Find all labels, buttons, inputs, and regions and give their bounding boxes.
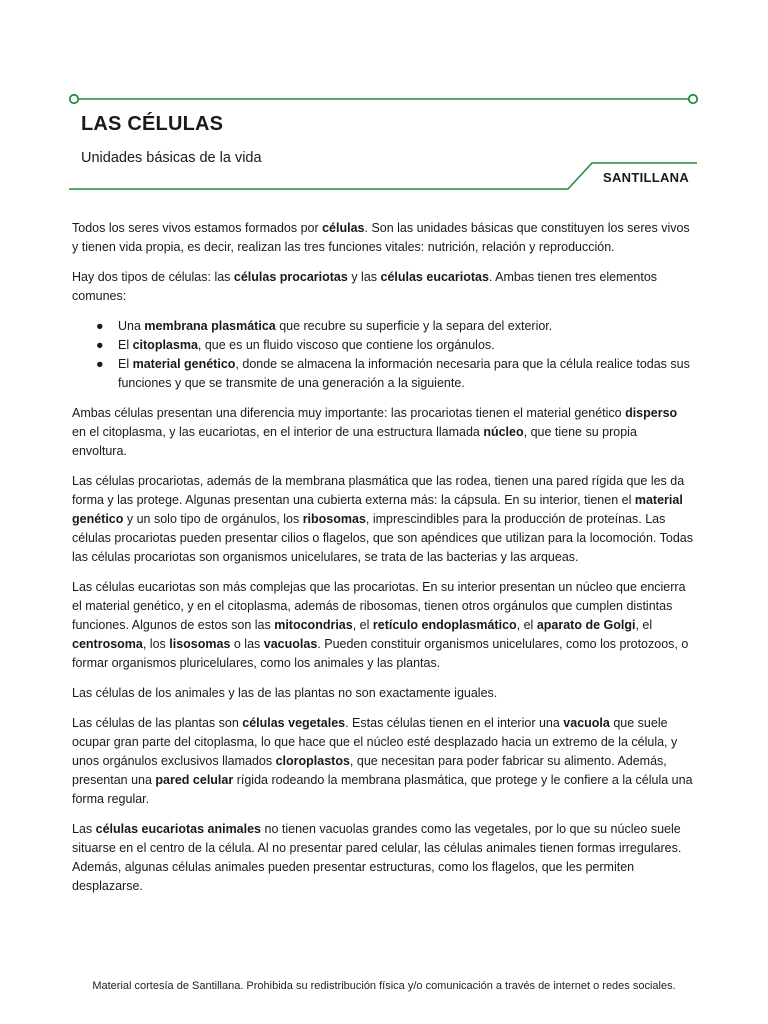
- paragraph: Las células eucariotas son más complejas que las procariotas. En su interior presentan un núcleo que encierra el material genético, y en el citoplasma, además de ribosomas, tienen otros orgánulos que cumplen distintas funciones. Algunos de estos son las mitocondrias, el retículo endoplasmático, el aparato de Golgi, el centrosoma, los lisosomas o las vacuolas. Pueden constituir organismos unicelulares, como los protozoos, o formar organismos pluricelulares, como los animales y las plantas.: [72, 580, 689, 670]
- emphasis-text: núcleo: [483, 425, 524, 439]
- emphasis-text: vacuola: [563, 716, 610, 730]
- bullet-icon: ●: [96, 357, 104, 371]
- emphasis-text: células procariotas: [233, 270, 348, 284]
- emphasis-text: ribosomas: [302, 512, 366, 526]
- top-rule-left-node: [70, 95, 78, 103]
- emphasis-text: membrana plasmática: [144, 319, 276, 333]
- emphasis-text: retículo endoplasmático: [372, 618, 517, 632]
- page-title: LAS CÉLULAS: [81, 113, 224, 135]
- document-body: [72, 219, 694, 907]
- list-item: ● El material genético, donde se almacena la información necesaria para que la célula realice todas sus funciones y que se transmite de una generación a la siguiente.: [96, 357, 690, 390]
- paragraph: Las células procariotas, además de la membrana plasmática que las rodea, tienen una pared rígida que les da forma y las protege. Algunas presentan una cubierta externa más: la cápsula. En su interior, tienen el material genético y un solo tipo de orgánulos, los ribosomas, imprescindibles para la producción de proteínas. Las células procariotas pueden presentar cilios o flagelos, que son apéndices que utilizan para la locomoción. Todas las células procariotas son organismos unicelulares, se trata de las bacterias y las arqueas.: [72, 474, 693, 564]
- paragraph: Las células de los animales y las de las plantas no son exactamente iguales.: [72, 686, 498, 700]
- emphasis-text: células eucariotas animales: [95, 822, 262, 836]
- emphasis-text: material genético: [72, 493, 683, 526]
- emphasis-text: células: [322, 221, 365, 235]
- bullet-icon: ●: [96, 319, 104, 333]
- emphasis-text: células eucariotas: [380, 270, 489, 284]
- emphasis-text: material genético: [132, 357, 236, 371]
- page-subtitle: Unidades básicas de la vida: [81, 150, 262, 166]
- paragraph: Hay dos tipos de células: las células procariotas y las células eucariotas. Ambas tienen tres elementos comunes:: [72, 270, 658, 303]
- emphasis-text: disperso: [625, 406, 678, 420]
- emphasis-text: mitocondrias: [274, 618, 353, 632]
- bullet-list: [72, 317, 694, 393]
- footer-notice: Material cortesía de Santillana. Prohibida su redistribución física y/o comunicación a través de internet o redes sociales.: [92, 980, 676, 992]
- paragraph: Ambas células presentan una diferencia muy importante: las procariotas tienen el material genético disperso en el citoplasma, y las eucariotas, en el interior de una estructura llamada núcleo, que tiene su propia envoltura.: [72, 406, 678, 458]
- paragraph: Las células de las plantas son células vegetales. Estas células tienen en el interior una vacuola que suele ocupar gran parte del citoplasma, lo que hace que el núcleo esté desplazado hacia un extremo de la célula, y unos orgánulos exclusivos llamados cloroplastos, que necesitan para poder fabricar su alimento. Además, presentan una pared celular rígida rodeando la membrana plasmática, que protege y le confiere a la célula una forma regular.: [72, 716, 693, 806]
- emphasis-text: vacuolas: [263, 637, 318, 651]
- top-rule-right-node: [689, 95, 697, 103]
- list-item: ● El citoplasma, que es un fluido viscoso que contiene los orgánulos.: [72, 336, 694, 355]
- brand-label: SANTILLANA: [603, 170, 690, 185]
- paragraph: Las células eucariotas animales no tienen vacuolas grandes como las vegetales, por lo que su núcleo suele situarse en el centro de la célula. Al no presentar pared celular, las células animales tienen formas irregulares. Además, algunas células animales pueden presentar estructuras, como los flagelos, que les permiten desplazarse.: [72, 822, 682, 893]
- emphasis-text: centrosoma: [72, 637, 143, 651]
- emphasis-text: cloroplastos: [275, 754, 350, 768]
- emphasis-text: lisosomas: [169, 637, 231, 651]
- emphasis-text: células vegetales: [242, 716, 346, 730]
- emphasis-text: aparato de Golgi: [536, 618, 636, 632]
- emphasis-text: citoplasma: [132, 338, 198, 352]
- paragraph: Todos los seres vivos estamos formados por células. Son las unidades básicas que constituyen los seres vivos y tienen vida propia, es decir, realizan las tres funciones vitales: nutrición, relación y reproducción.: [72, 221, 690, 254]
- list-item: ● Una membrana plasmática que recubre su superficie y la separa del exterior.: [72, 317, 694, 336]
- bullet-icon: ●: [96, 338, 104, 352]
- emphasis-text: pared celular: [155, 773, 234, 787]
